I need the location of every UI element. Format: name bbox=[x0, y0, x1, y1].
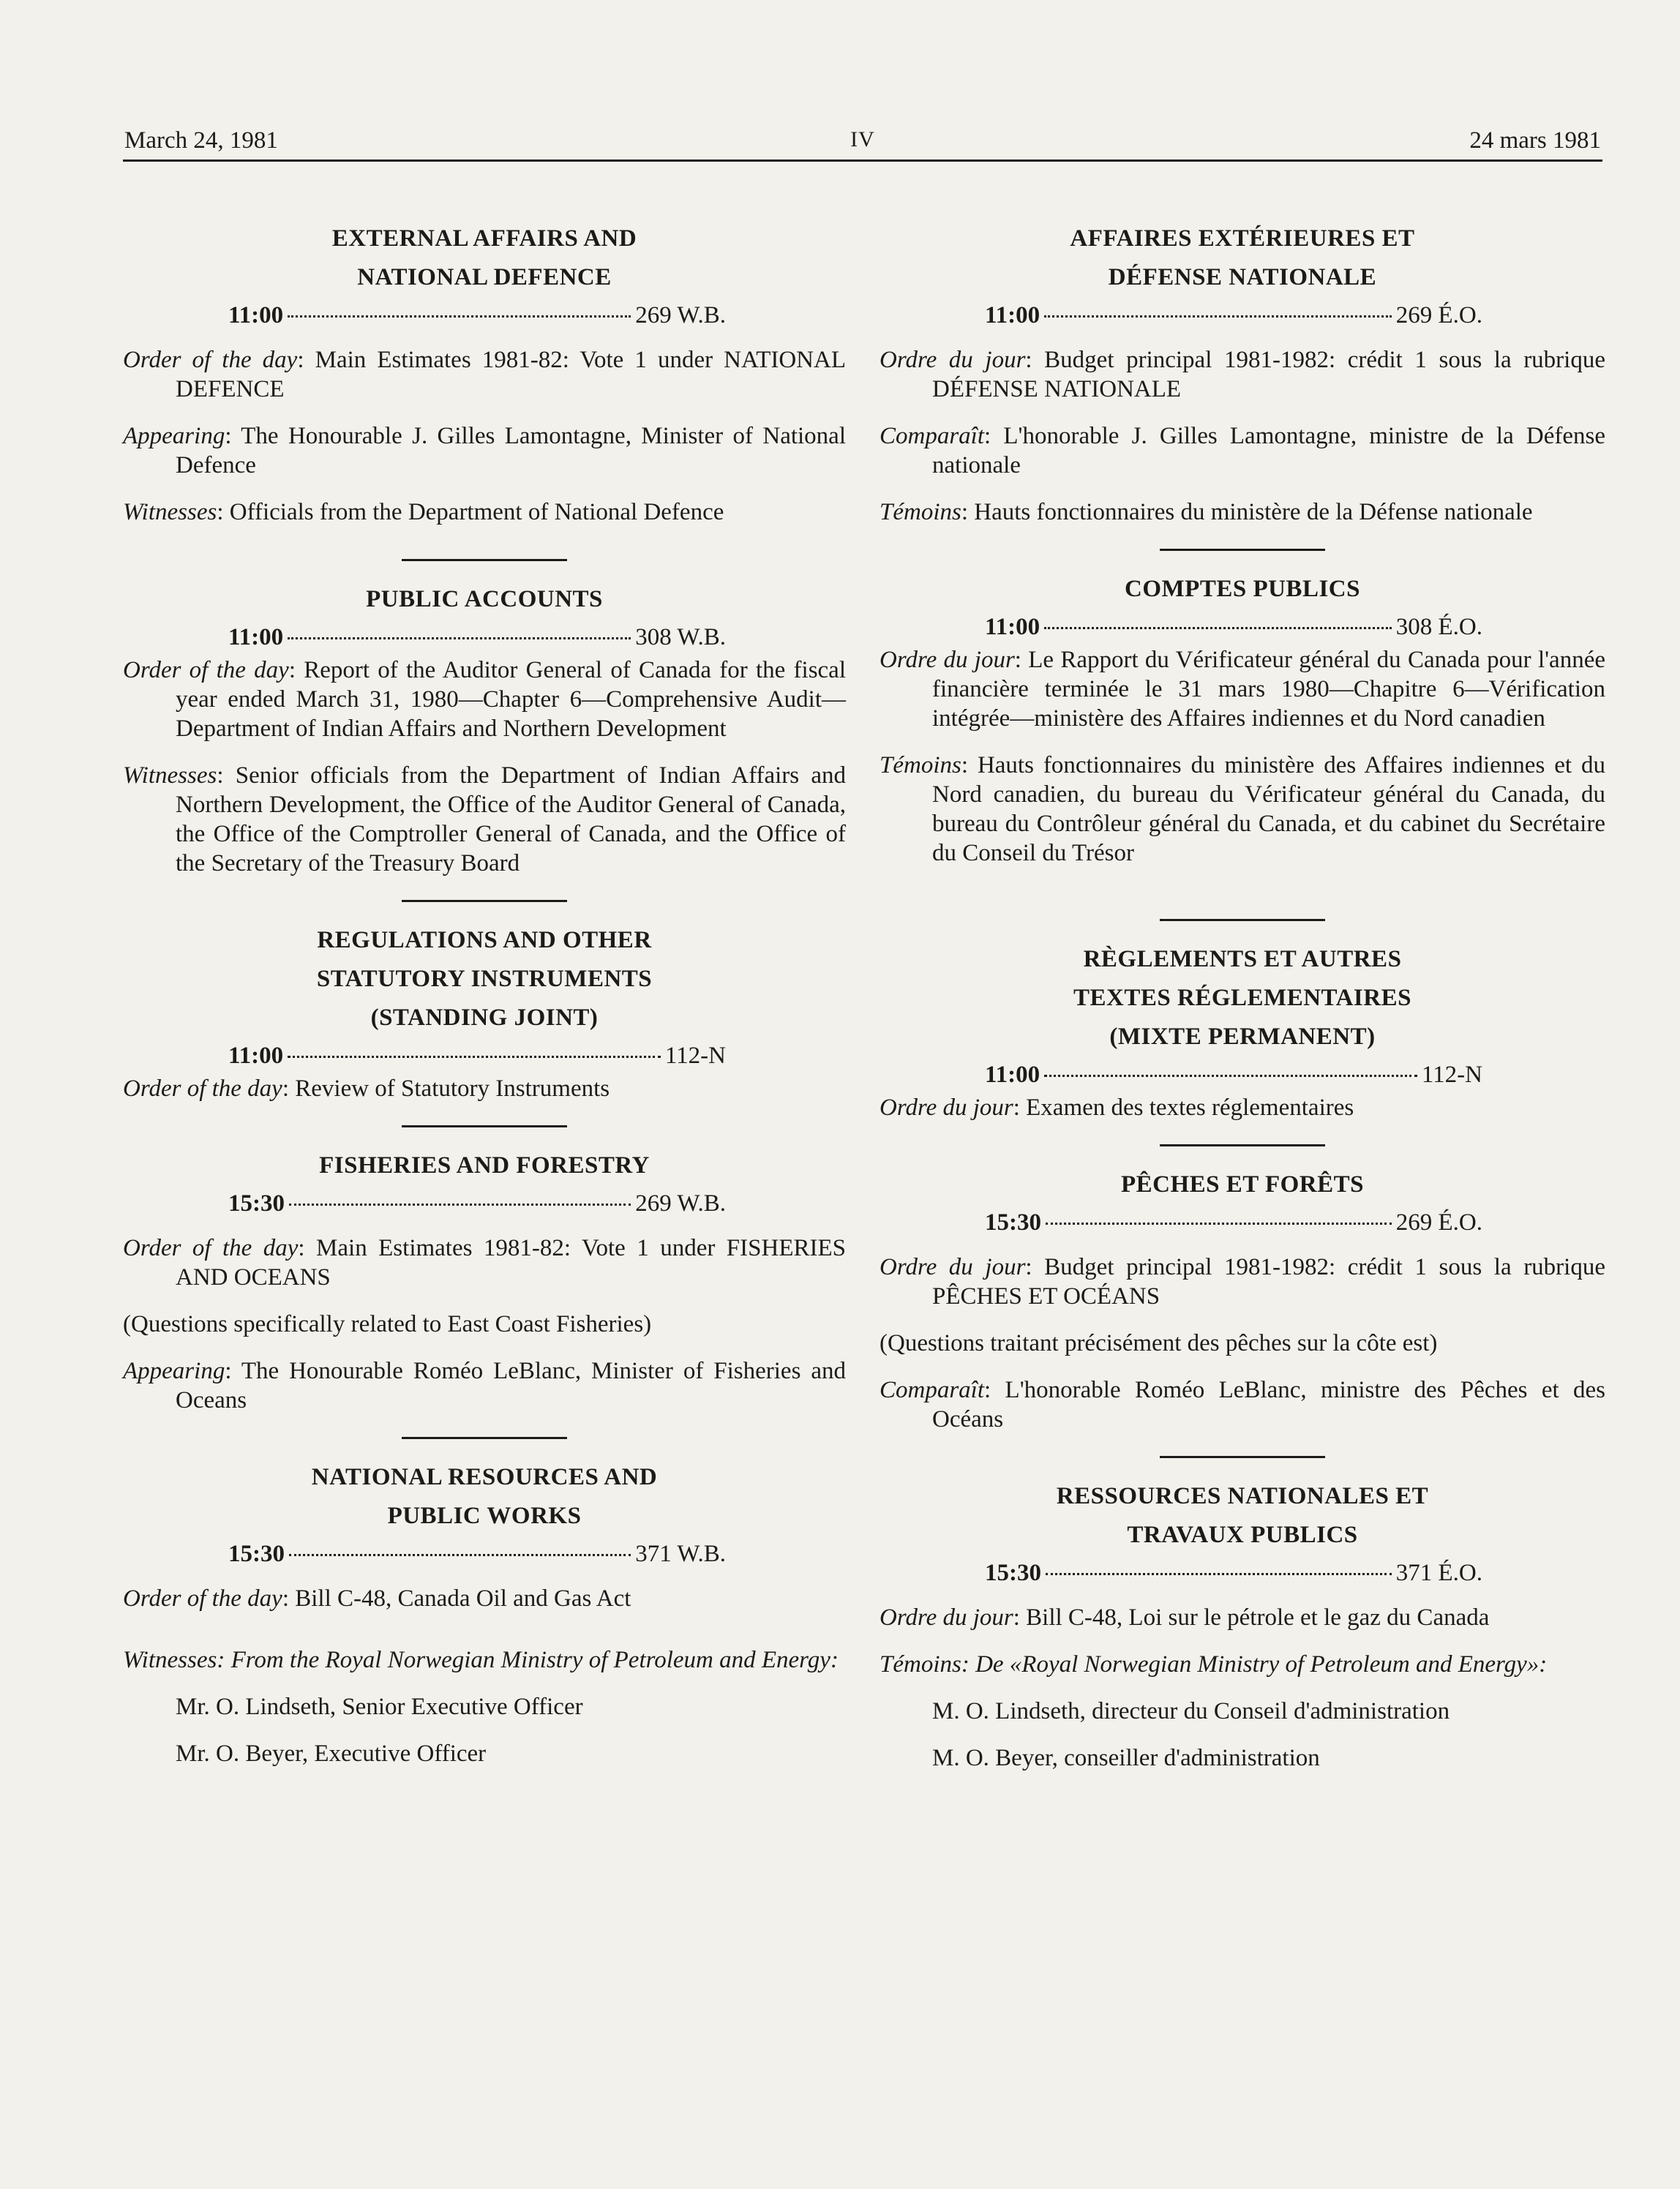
order-label: Order of the day bbox=[123, 657, 289, 683]
witnesses-text: : From the Royal Norwegian Ministry of Petroleum and Energy: bbox=[217, 1647, 839, 1673]
page-header bbox=[123, 123, 1602, 162]
section-public-accounts-en bbox=[123, 580, 846, 878]
meeting-room: 308 W.B. bbox=[635, 624, 726, 650]
witnesses-label: Witnesses bbox=[123, 1647, 217, 1673]
section-divider bbox=[402, 900, 567, 902]
section-divider bbox=[1160, 1144, 1325, 1146]
witnesses-text: : Officials from the Department of National Defence bbox=[217, 499, 724, 525]
meeting-time: 15:30 bbox=[228, 1190, 285, 1217]
section-title: RÈGLEMENTS ET AUTRES bbox=[1083, 946, 1402, 972]
meeting-room: 371 W.B. bbox=[635, 1541, 726, 1567]
witnesses bbox=[880, 751, 1605, 868]
meeting-room: 269 W.B. bbox=[635, 302, 726, 328]
french-column bbox=[880, 219, 1605, 1773]
section-title: (STANDING JOINT) bbox=[370, 1005, 599, 1031]
dot-leader bbox=[289, 1554, 631, 1556]
witness-item: Mr. O. Lindseth, Senior Executive Officer bbox=[176, 1694, 583, 1720]
witnesses-text: : Senior officials from the Department of Indian Affairs and Northern Development, the Office of the Auditor General of Canada, the Office of the Comptroller General of Canada, and the Office of the Secretary of the Treasury Board bbox=[176, 762, 846, 876]
meeting-time: 11:00 bbox=[228, 1043, 284, 1069]
order-label: Ordre du jour bbox=[880, 1094, 1013, 1121]
appearing-text: : The Honourable Roméo LeBlanc, Minister of Fisheries and Oceans bbox=[176, 1358, 846, 1413]
order-text: : Main Estimates 1981-82: Vote 1 under FISHERIES AND OCEANS bbox=[176, 1235, 846, 1291]
section-title: PÊCHES ET FORÊTS bbox=[1121, 1171, 1364, 1198]
note: (Questions traitant précisément des pêches sur la côte est) bbox=[880, 1330, 1438, 1356]
note: (Questions specifically related to East Coast Fisheries) bbox=[123, 1311, 652, 1337]
dot-leader bbox=[1044, 315, 1392, 318]
meeting-room: 112-N bbox=[664, 1043, 726, 1069]
appearing-label: Appearing bbox=[123, 1358, 225, 1384]
witnesses-text: : De «Royal Norwegian Ministry of Petroleum and Energy»: bbox=[961, 1651, 1548, 1678]
meeting-time-room bbox=[228, 1185, 726, 1222]
order-label: Order of the day bbox=[123, 1585, 282, 1612]
witnesses bbox=[123, 761, 846, 878]
meeting-room: 371 É.O. bbox=[1395, 1560, 1482, 1586]
order-text: : Bill C-48, Canada Oil and Gas Act bbox=[282, 1585, 631, 1612]
witnesses bbox=[880, 497, 1605, 527]
meeting-room: 112-N bbox=[1421, 1062, 1482, 1088]
meeting-room: 269 W.B. bbox=[635, 1190, 726, 1217]
meeting-time-room bbox=[985, 297, 1482, 334]
order-of-day bbox=[880, 1253, 1605, 1311]
section-title: RESSOURCES NATIONALES ET bbox=[1056, 1483, 1429, 1509]
section-divider bbox=[1160, 919, 1325, 921]
witnesses-label: Témoins bbox=[880, 499, 961, 525]
order-label: Order of the day bbox=[123, 1075, 282, 1102]
witness-item: M. O. Beyer, conseiller d'administration bbox=[932, 1745, 1320, 1771]
witnesses-label: Témoins bbox=[880, 1651, 961, 1678]
section-title: NATIONAL RESOURCES AND bbox=[311, 1464, 658, 1490]
order-of-day bbox=[123, 1234, 846, 1292]
dot-leader bbox=[1046, 1223, 1392, 1225]
witnesses-text: : Hauts fonctionnaires du ministère des Affaires indiennes et du Nord canadien, du bureau du Vérificateur général du Canada, du bureau du Contrôleur général du Canada, et du cabinet du Secrétaire du Conseil du Trésor bbox=[932, 752, 1605, 866]
section-title: EXTERNAL AFFAIRS AND bbox=[331, 225, 637, 252]
order-text: : Le Rapport du Vérificateur général du Canada pour l'année financière terminée le 31 mars 1980—Chapitre 6—Vérification intégrée—ministère des Affaires indiennes et du Nord canadien bbox=[932, 647, 1605, 732]
witness-item: M. O. Lindseth, directeur du Conseil d'administration bbox=[932, 1698, 1450, 1724]
witnesses-label: Witnesses bbox=[123, 762, 217, 789]
section-national-resources-fr bbox=[880, 1477, 1605, 1773]
order-text: : Review of Statutory Instruments bbox=[282, 1075, 610, 1102]
section-divider bbox=[402, 559, 567, 561]
section-regulations-en bbox=[123, 921, 846, 1103]
section-external-affairs-en bbox=[123, 219, 846, 527]
order-of-day bbox=[123, 345, 846, 404]
section-divider bbox=[1160, 1456, 1325, 1458]
page-number: IV bbox=[850, 127, 875, 151]
meeting-time: 11:00 bbox=[985, 614, 1040, 640]
witnesses-text: : Hauts fonctionnaires du ministère de la Défense nationale bbox=[961, 499, 1533, 525]
order-text: : Budget principal 1981-1982: crédit 1 sous la rubrique DÉFENSE NATIONALE bbox=[932, 347, 1605, 402]
meeting-room: 269 É.O. bbox=[1395, 302, 1482, 328]
appearing-label: Comparaît bbox=[880, 1377, 985, 1403]
meeting-time: 11:00 bbox=[228, 302, 284, 328]
order-text: : Examen des textes réglementaires bbox=[1013, 1094, 1354, 1121]
dot-leader bbox=[288, 637, 631, 639]
order-label: Order of the day bbox=[123, 347, 298, 373]
english-column bbox=[123, 219, 846, 1768]
dot-leader bbox=[1044, 627, 1392, 629]
meeting-time-room bbox=[985, 1555, 1482, 1591]
order-of-day bbox=[880, 1093, 1605, 1122]
order-of-day bbox=[123, 1074, 846, 1103]
meeting-time-room bbox=[985, 1204, 1482, 1241]
witnesses-label: Témoins bbox=[880, 752, 961, 778]
dot-leader bbox=[289, 1204, 631, 1206]
order-text: : Report of the Auditor General of Canada for the fiscal year ended March 31, 1980—Chapter 6—Comprehensive Audit—Department of Indian Affairs and Northern Development bbox=[176, 657, 846, 742]
appearing bbox=[880, 421, 1605, 480]
order-text: : Budget principal 1981-1982: crédit 1 sous la rubrique PÊCHES ET OCÉANS bbox=[932, 1254, 1605, 1310]
meeting-time: 11:00 bbox=[985, 302, 1040, 328]
meeting-room: 269 É.O. bbox=[1395, 1209, 1482, 1236]
section-title: REGULATIONS AND OTHER bbox=[317, 927, 652, 953]
meeting-time-room bbox=[228, 297, 726, 334]
order-of-day bbox=[123, 656, 846, 743]
meeting-time-room bbox=[228, 1037, 726, 1074]
section-fisheries-fr bbox=[880, 1165, 1605, 1434]
appearing-label: Appearing bbox=[123, 423, 225, 449]
appearing-label: Comparaît bbox=[880, 423, 985, 449]
section-title: PUBLIC WORKS bbox=[387, 1503, 582, 1529]
meeting-time: 11:00 bbox=[228, 624, 284, 650]
witnesses bbox=[880, 1650, 1605, 1679]
order-label: Order of the day bbox=[123, 1235, 299, 1261]
appearing-text: : The Honourable J. Gilles Lamontagne, Minister of National Defence bbox=[176, 423, 846, 478]
order-text: : Bill C-48, Loi sur le pétrole et le gaz du Canada bbox=[1013, 1604, 1490, 1631]
order-label: Ordre du jour bbox=[880, 1254, 1026, 1280]
section-title: PUBLIC ACCOUNTS bbox=[366, 586, 603, 612]
appearing bbox=[123, 421, 846, 480]
header-date-en: March 24, 1981 bbox=[124, 127, 278, 154]
witness-item: Mr. O. Beyer, Executive Officer bbox=[176, 1741, 487, 1767]
meeting-room: 308 É.O. bbox=[1395, 614, 1482, 640]
dot-leader bbox=[1046, 1573, 1392, 1575]
order-text: : Main Estimates 1981-82: Vote 1 under NATIONAL DEFENCE bbox=[176, 347, 846, 402]
meeting-time: 11:00 bbox=[985, 1062, 1040, 1088]
section-divider bbox=[402, 1437, 567, 1439]
section-title: TRAVAUX PUBLICS bbox=[1127, 1522, 1358, 1548]
order-label: Ordre du jour bbox=[880, 1604, 1013, 1631]
section-title: TEXTES RÉGLEMENTAIRES bbox=[1073, 985, 1411, 1011]
appearing bbox=[880, 1375, 1605, 1434]
section-title: AFFAIRES EXTÉRIEURES ET bbox=[1070, 225, 1415, 252]
section-external-affairs-fr bbox=[880, 219, 1605, 527]
section-title: STATUTORY INSTRUMENTS bbox=[316, 966, 653, 992]
meeting-time-room bbox=[228, 619, 726, 656]
section-title: NATIONAL DEFENCE bbox=[357, 264, 612, 290]
witnesses-label: Witnesses bbox=[123, 499, 217, 525]
appearing bbox=[123, 1356, 846, 1415]
meeting-time-room bbox=[985, 1056, 1482, 1093]
dot-leader bbox=[1044, 1075, 1417, 1077]
order-of-day bbox=[880, 1603, 1605, 1632]
order-of-day bbox=[880, 345, 1605, 404]
witnesses bbox=[123, 497, 846, 527]
section-divider bbox=[402, 1125, 567, 1127]
appearing-text: : L'honorable Roméo LeBlanc, ministre des Pêches et des Océans bbox=[932, 1377, 1605, 1433]
meeting-time: 15:30 bbox=[228, 1541, 285, 1567]
section-regulations-fr bbox=[880, 940, 1605, 1122]
meeting-time-room bbox=[228, 1536, 726, 1572]
witnesses bbox=[123, 1645, 846, 1675]
section-public-accounts-fr bbox=[880, 570, 1605, 868]
section-fisheries-en bbox=[123, 1146, 846, 1415]
meeting-time: 15:30 bbox=[985, 1209, 1041, 1236]
dot-leader bbox=[288, 315, 631, 318]
meeting-time-room bbox=[985, 609, 1482, 645]
section-national-resources-en bbox=[123, 1458, 846, 1768]
order-label: Ordre du jour bbox=[880, 347, 1026, 373]
appearing-text: : L'honorable J. Gilles Lamontagne, ministre de la Défense nationale bbox=[932, 423, 1605, 478]
order-label: Ordre du jour bbox=[880, 647, 1015, 673]
section-divider bbox=[1160, 549, 1325, 551]
header-date-fr: 24 mars 1981 bbox=[1469, 127, 1601, 154]
order-of-day bbox=[123, 1584, 846, 1613]
section-title: FISHERIES AND FORESTRY bbox=[319, 1152, 650, 1179]
section-title: (MIXTE PERMANENT) bbox=[1109, 1024, 1376, 1050]
meeting-time: 15:30 bbox=[985, 1560, 1041, 1586]
order-of-day bbox=[880, 645, 1605, 733]
section-title: COMPTES PUBLICS bbox=[1125, 576, 1360, 602]
section-title: DÉFENSE NATIONALE bbox=[1108, 264, 1377, 290]
dot-leader bbox=[288, 1056, 661, 1058]
